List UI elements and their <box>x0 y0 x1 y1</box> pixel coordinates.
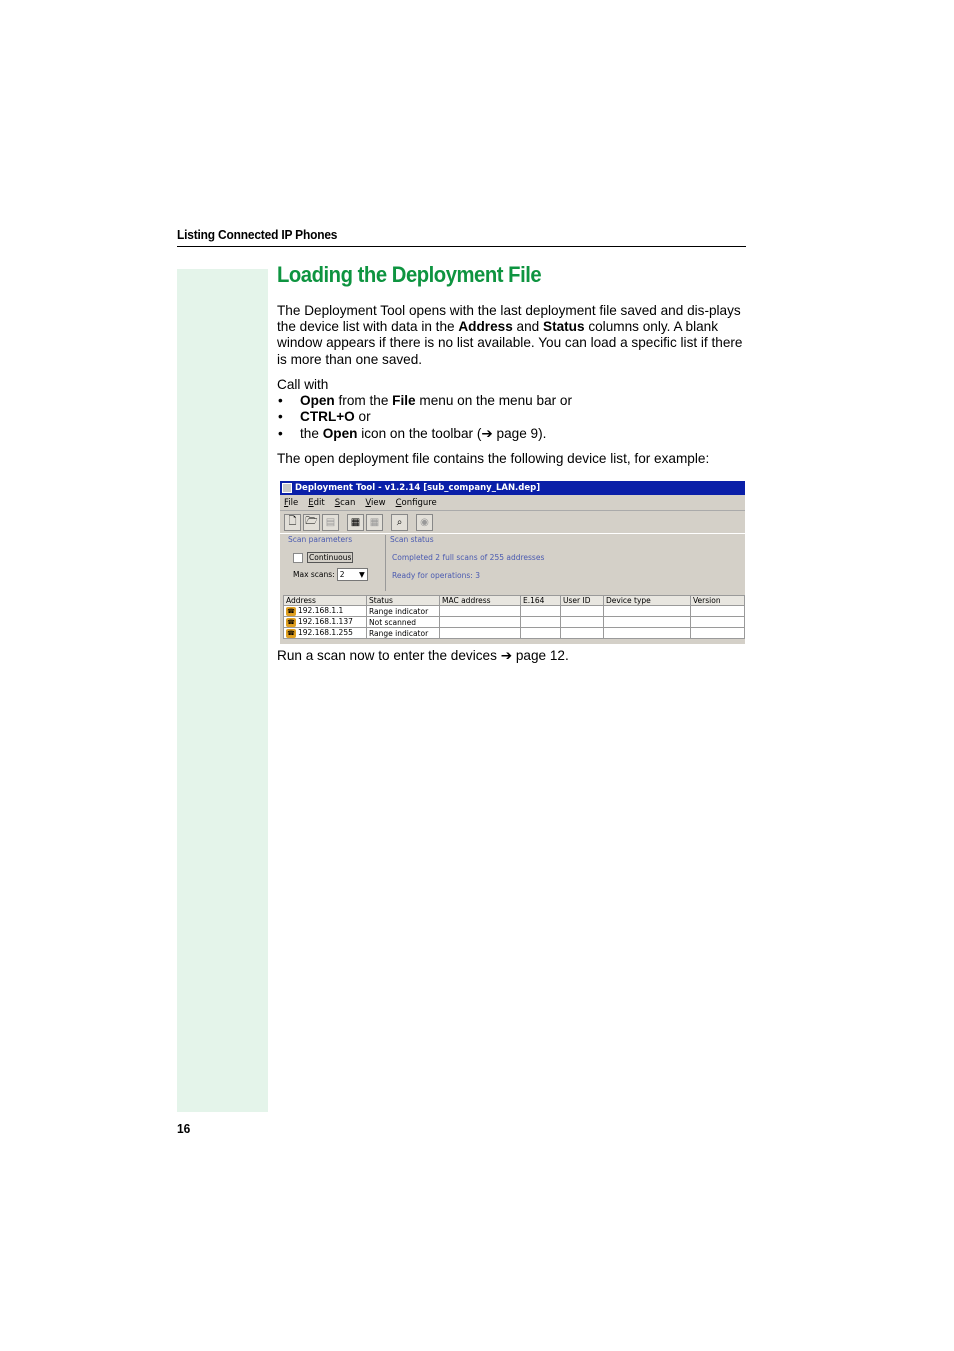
text: or <box>354 409 371 425</box>
cell-empty <box>604 617 691 628</box>
continuous-checkbox[interactable] <box>293 553 303 563</box>
arrow-icon: ➔ <box>500 648 513 663</box>
deployment-tool-screenshot <box>280 481 745 644</box>
cell-empty <box>440 617 521 628</box>
continuous-label[interactable]: Continuous <box>309 553 352 562</box>
cell-status: Not scanned <box>367 617 440 628</box>
phone-icon: ☎ <box>287 618 295 626</box>
max-scans-label: Max scans: <box>293 570 335 579</box>
col-e164[interactable]: E.164 <box>521 596 561 606</box>
intro-bold-address: Address <box>458 319 513 335</box>
open-folder-icon[interactable]: 🗁 <box>303 514 320 531</box>
status-line-completed: Completed 2 full scans of 255 addresses <box>392 553 545 562</box>
menu-configure[interactable]: Configure <box>395 497 437 508</box>
intro-text-1: The Deployment Tool opens with the last deployment file saved and dis-plays the device list with data in the <box>277 303 741 335</box>
scan-grid-icon[interactable]: ▦ <box>347 514 364 531</box>
cell-empty <box>691 617 745 628</box>
binoculars-icon[interactable]: ⌕ <box>391 514 408 531</box>
menu-file[interactable]: File <box>284 497 299 508</box>
margin-bar <box>177 269 268 1112</box>
col-device-type[interactable]: Device type <box>604 596 691 606</box>
text: page 12. <box>512 648 569 663</box>
cell-empty <box>691 628 745 639</box>
list-item <box>277 409 747 425</box>
cell-status: Range indicator <box>367 606 440 617</box>
bold-file: File <box>392 393 416 409</box>
cell-address <box>284 606 367 617</box>
cell-empty <box>440 628 521 639</box>
text: from the <box>334 393 393 409</box>
text: page 9). <box>492 425 547 441</box>
cell-empty <box>521 617 561 628</box>
page-number: 16 <box>177 1121 191 1136</box>
intro-text-2: and <box>512 319 543 335</box>
cell-empty <box>521 606 561 617</box>
continuous-row <box>284 552 384 563</box>
bold-ctrl-o: CTRL+O <box>300 409 355 425</box>
max-scans-value: 2 <box>339 570 345 579</box>
footer-text <box>277 648 569 664</box>
device-table <box>283 595 745 639</box>
address-text: 192.168.1.255 <box>298 628 353 638</box>
col-user-id[interactable]: User ID <box>561 596 604 606</box>
toolbar <box>280 511 745 534</box>
phone-icon: ☎ <box>287 629 295 637</box>
text: the <box>300 425 323 441</box>
cell-empty <box>561 628 604 639</box>
status-line-ready: Ready for operations: 3 <box>392 571 480 580</box>
menu-view[interactable]: View <box>365 497 386 508</box>
menu-scan[interactable]: Scan <box>334 497 356 508</box>
table-row[interactable] <box>284 628 745 639</box>
stop-icon[interactable]: ◉ <box>416 514 433 531</box>
cell-empty <box>604 606 691 617</box>
bold-open: Open <box>322 425 358 441</box>
cell-empty <box>691 606 745 617</box>
window-titlebar[interactable] <box>280 481 745 495</box>
intro-text-3: columns only. A blank window appears if there is no list available. You can load a specific list if there is more than one saved. <box>277 319 743 367</box>
address-text: 192.168.1.1 <box>298 606 344 616</box>
table-row[interactable] <box>284 606 745 617</box>
scan-parameters-label: Scan parameters <box>288 535 353 544</box>
arrow-icon: ➔ <box>481 425 493 441</box>
col-address[interactable]: Address <box>284 596 367 606</box>
text: icon on the toolbar ( <box>357 425 482 441</box>
cell-empty <box>604 628 691 639</box>
cell-empty <box>561 617 604 628</box>
new-file-icon[interactable]: 🗋 <box>284 514 301 531</box>
col-status[interactable]: Status <box>367 596 440 606</box>
cell-empty <box>521 628 561 639</box>
intro-bold-status: Status <box>543 319 585 335</box>
cell-status: Range indicator <box>367 628 440 639</box>
max-scans-select[interactable] <box>337 568 368 581</box>
cell-address <box>284 617 367 628</box>
section-title: Loading the Deployment File <box>277 262 542 287</box>
call-with-block <box>277 377 747 442</box>
list-item <box>277 393 747 409</box>
cell-address <box>284 628 367 639</box>
list-item <box>277 426 747 442</box>
max-scans-row <box>284 568 384 581</box>
cell-empty <box>561 606 604 617</box>
text: Run a scan now to enter the devices <box>277 648 501 663</box>
scan-status-label: Scan status <box>390 535 434 544</box>
running-header <box>177 226 746 247</box>
call-with-list <box>277 393 747 442</box>
running-header-text: Listing Connected IP Phones <box>177 227 338 242</box>
scan-status-panel <box>385 535 745 591</box>
save-icon[interactable]: ▤ <box>322 514 339 531</box>
address-text: 192.168.1.137 <box>298 617 353 627</box>
example-intro: The open deployment file contains the following device list, for example: <box>277 451 710 466</box>
col-mac-address[interactable]: MAC address <box>440 596 521 606</box>
table-header-row <box>284 596 745 606</box>
phone-icon: ☎ <box>287 607 295 615</box>
text: menu on the menu bar or <box>415 393 573 409</box>
app-icon <box>282 483 292 493</box>
scan-parameters-panel <box>284 535 384 591</box>
bold-open: Open <box>300 393 335 409</box>
chevron-down-icon: ▼ <box>358 570 365 579</box>
table-row[interactable] <box>284 617 745 628</box>
window-title: Deployment Tool - v1.2.14 [sub_company_LAN.dep] <box>295 483 541 493</box>
cell-empty <box>440 606 521 617</box>
intro-paragraph <box>277 303 747 368</box>
call-with-label: Call with <box>277 377 329 392</box>
grid-disabled-icon[interactable]: ▦ <box>366 514 383 531</box>
col-version[interactable]: Version <box>691 596 745 606</box>
menu-bar <box>280 495 745 511</box>
menu-edit[interactable]: Edit <box>308 497 325 508</box>
